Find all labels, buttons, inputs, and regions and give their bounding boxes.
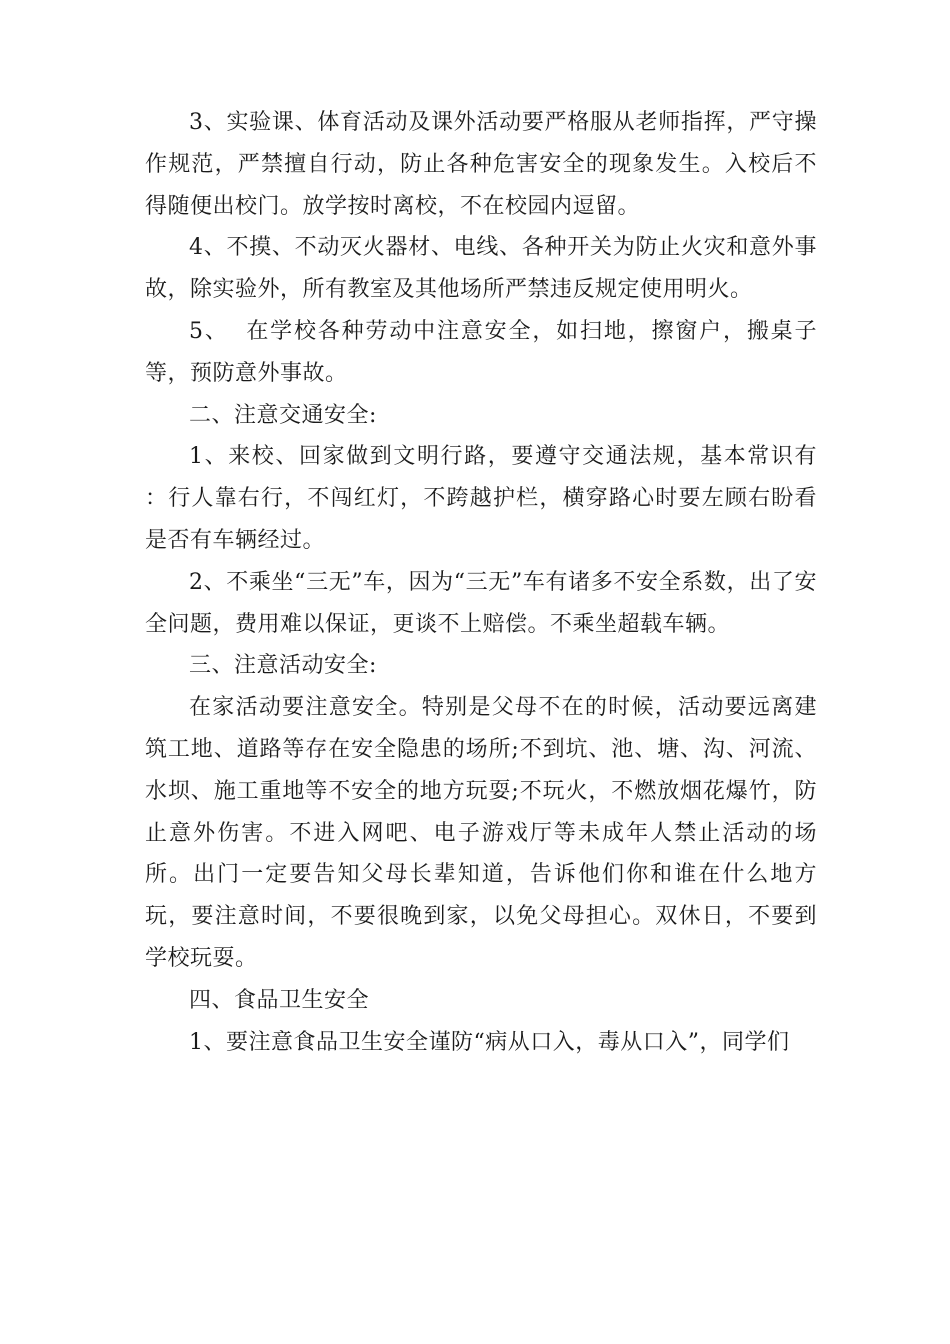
paragraph-traffic-1: 1、来校、回家做到文明行路，要遵守交通法规，基本常识有 ：行人靠右行，不闯红灯，不跨越护栏，横穿路心时要左顾右盼看是否有车辆经过。 (145, 444, 825, 553)
paragraph-rule-5: 5、 在学校各种劳动中注意安全，如扫地，擦窗户，搬桌子等，预防意外事故。 (145, 318, 817, 386)
paragraph-rule-4: 4、不摸、不动灭火器材、电线、各种开关为防止火灾和意外事故，除实验外，所有教室及其他场所严禁违反规定使用明火。 (145, 235, 817, 303)
paragraph-traffic-2: 2、不乘坐“三无”车，因为“三无”车有诸多不安全系数，出了安全问题，费用难以保证，更谈不上赔偿。不乘坐超载车辆。 (145, 569, 817, 637)
section-heading-activity-safety: 三、注意活动安全: (189, 653, 377, 679)
section-heading-food-safety: 四、食品卫生安全 (189, 987, 370, 1013)
paragraph-activity: 在家活动要注意安全。特别是父母不在的时候，活动要远离建筑工地、道路等存在安全隐患的场所;不到坑、池、塘、沟、河流、水坝、施工重地等不安全的地方玩耍;不玩火，不燃放烟花爆竹，防止意外伤害。不进入网吧、电子游戏厅等未成年人禁止活动的场所。出门一定要告知父母长辈知道，告诉他们你和谁在什么地方玩，要注意时间，不要很晚到家，以免父母担心。双休日，不要到学校玩耍。 (145, 695, 817, 971)
document-body (145, 102, 825, 1063)
section-heading-traffic-safety: 二、注意交通安全: (189, 402, 377, 428)
paragraph-rule-3: 3、实验课、体育活动及课外活动要严格服从老师指挥，严守操作规范，严禁擅自行动，防止各种危害安全的现象发生。入校后不得随便出校门。放学按时离校，不在校园内逗留。 (145, 110, 817, 219)
paragraph-food-1: 1、要注意食品卫生安全谨防“病从口入，毒从口入”，同学们 (189, 1029, 790, 1055)
